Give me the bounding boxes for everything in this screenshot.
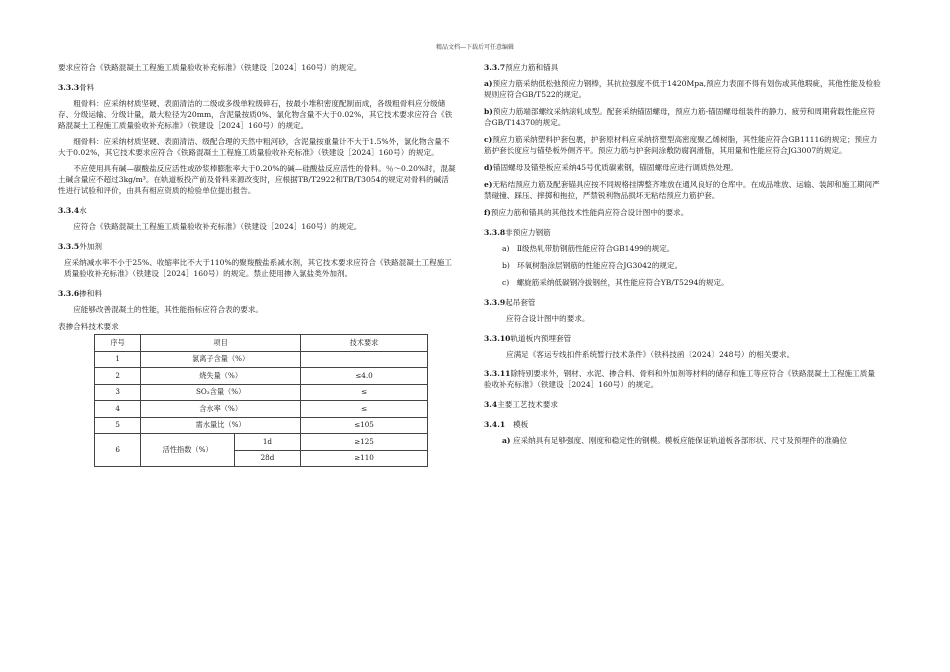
cell-item: SO₃含量（%） bbox=[141, 384, 301, 401]
table-row bbox=[95, 401, 428, 418]
table-row bbox=[95, 351, 428, 368]
section-heading-3-4: 3.4主要工艺技术要求 bbox=[484, 400, 558, 409]
cell-subitem: 1d bbox=[234, 434, 300, 451]
header-requirement: 技术要求 bbox=[300, 335, 427, 352]
cell-no: 3 bbox=[95, 384, 141, 401]
cell-item: 需水量比（%） bbox=[141, 417, 301, 434]
list-item: b)预应力筋端部螺纹采纳滚轧成型。配套采纳锚固螺母，预应力筋-锚固螺母组装件的静力、疲劳和周期荷载性能应符合GB/T14370的规定。 bbox=[484, 107, 876, 127]
section-heading-3-3-7: 3.3.7预应力筋和锚具 bbox=[484, 63, 559, 72]
list-item: c)预应力筋采纳塑料护套包裹，护套原材料应采纳挤塑型高密度聚乙烯树脂，其性能应符合GB11116的规定；预应力筋护套长度应与锚垫板外侧齐平。预应力筋与护套间涂敷防腐润滑脂，其用量和性能应符合JG3007的规定。 bbox=[484, 135, 878, 155]
cell-no: 1 bbox=[95, 351, 141, 368]
cell-item: 含水率（%） bbox=[141, 401, 301, 418]
list-item: a)预应力筋采纳低松弛预应力钢棒，其抗拉强度不低于1420Mpa,预应力表面不得有划伤或其他瑕疵，其他性能及检验规则应符合GB/T522的规定。 bbox=[484, 79, 881, 99]
cell-item: 活性指数（%） bbox=[141, 434, 235, 467]
cell-subitem: 28d bbox=[234, 450, 300, 467]
table-row bbox=[95, 434, 428, 451]
admixture-requirements-table bbox=[94, 334, 428, 467]
list-item: a) 应采纳具有足够强度、刚度和稳定性的钢模。模板应能保证轨道板各部形状、尺寸及预埋件的准确位 bbox=[502, 436, 848, 445]
coarse-aggregate-paragraph: 粗骨料：应采纳材质坚硬、表面清洁的二级或多级单粒级碎石，按最小堆积密度配制而成，各级粗骨料应分级储存、分级运输、分级计量，最大粒径为20mm，含泥量按质0%、氯化物含量不大于0.02%，其它技术要求应符合《铁路混凝土工程施工质量验收补充标准》（铁建设［2024］160号）的规定。 bbox=[58, 99, 453, 130]
cell-requirement bbox=[300, 351, 427, 368]
left-column bbox=[58, 62, 456, 467]
list-item: b) 环氧树脂涂层钢筋的性能应符合JG3042的规定。 bbox=[502, 261, 683, 270]
cell-requirement: ≤ bbox=[300, 401, 427, 418]
section-3-3-11-paragraph: 3.3.11除特别要求外，钢材、水泥、掺合料、骨料和外加剂等材料的储存和施工等应符合《铁路混凝土工程施工质量验收补充标准》（铁建设［2024］160号）的规定。 bbox=[484, 369, 875, 389]
table-caption: 表掺合料技术要求 bbox=[58, 322, 119, 331]
section-heading-3-3-3: 3.3.3骨料 bbox=[58, 83, 95, 92]
section-heading-3-3-5: 3.3.5外加剂 bbox=[58, 242, 102, 251]
table-row bbox=[95, 384, 428, 401]
table-row bbox=[95, 417, 428, 434]
page-header: 精品文档---下载后可任意编辑 bbox=[435, 44, 515, 51]
paragraph: 要求应符合《铁路混凝土工程施工质量验收补充标准》（铁建设［2024］160号）的规定。 bbox=[58, 63, 362, 72]
cell-no: 2 bbox=[95, 368, 141, 385]
cell-no: 4 bbox=[95, 401, 141, 418]
header-item: 项目 bbox=[141, 335, 301, 352]
cell-item: 烧失量（%） bbox=[141, 368, 301, 385]
cell-item: 氯离子含量（%） bbox=[141, 351, 301, 368]
section-heading-3-3-9: 3.3.9起吊套管 bbox=[484, 298, 536, 307]
table-row bbox=[95, 368, 428, 385]
cell-no: 5 bbox=[95, 417, 141, 434]
list-item: c) 螺旋筋采纳低碳钢冷拔钢丝，其性能应符合YB/T5294的规定。 bbox=[502, 278, 729, 287]
list-item: e)无粘结预应力筋及配套锚具应按不同规格挂牌整齐堆放在通风良好的仓库中。在成品堆放、运输、装卸和施工期间严禁碰撞、踩压、摔掷和拖拉，严禁锐利物品损坏无粘结预应力筋护套。 bbox=[484, 180, 880, 200]
water-paragraph: 应符合《铁路混凝土工程施工质量验收补充标准》（铁建设［2024］160号）的规定。 bbox=[73, 222, 362, 231]
cell-requirement: ≤4.0 bbox=[300, 368, 427, 385]
mineral-admixture-paragraph: 应能够改善混凝土的性能，其性能指标应符合表的要求。 bbox=[73, 305, 264, 314]
section-heading-3-3-10: 3.3.10轨道板内预埋套管 bbox=[484, 334, 572, 343]
list-item: d)锚固螺母及锚垫板应采纳45号优质碳素钢，锚固螺母应进行调质热处理。 bbox=[484, 163, 738, 172]
embedded-sleeve-paragraph: 应满足《客运专线扣件系统暂行技术条件》（铁科技函〔2024〕248号）的相关要求。 bbox=[506, 350, 795, 359]
section-heading-3-4-1: 3.4.1 模板 bbox=[484, 420, 529, 429]
alkali-reactivity-paragraph: 不应使用具有碱—碳酸盐反应活性或砂浆棒膨胀率大于0.20%的碱—硅酸盐反应活性的骨料。％～0.20%时，混凝土碱含量应不超过3kg/m³。在轨道板投产前及骨料来源改变时，应根据TB/T2922和TB/T3054的规定对骨料的碱活性进行试验和评价，由具有相应资质的检验单位提出报告。 bbox=[58, 164, 456, 195]
cell-requirement: ≤105 bbox=[300, 417, 427, 434]
section-heading-3-3-4: 3.3.4水 bbox=[58, 206, 87, 215]
admixture-paragraph: 应采纳减水率不小于25%、收缩率比不大于110%的聚羧酸盐系减水剂，其它技术要求应符合《铁路混凝土工程施工质量验收补充标准》（铁建设［2024］160号）的规定。禁止使用掺入氯盐类外加剂。 bbox=[64, 258, 452, 278]
list-item: f)预应力筋和锚具的其他技术性能尚应符合设计图中的要求。 bbox=[484, 208, 689, 217]
section-heading-3-3-8: 3.3.8非预应力钢筋 bbox=[484, 228, 551, 237]
right-column bbox=[484, 62, 882, 452]
fine-aggregate-paragraph: 细骨料：应采纳材质坚硬、表面清洁、级配合理的天然中粗河砂，含泥量按重量计不大于1.5%外，氯化物含量不大于0.02%，其它技术要求应符合《铁路混凝土工程施工质量验收补充标准》（铁建设［2024］160号）的规定。 bbox=[58, 137, 450, 157]
lifting-sleeve-paragraph: 应符合设计图中的要求。 bbox=[506, 314, 590, 323]
cell-requirement: ≥110 bbox=[300, 450, 427, 467]
cell-no: 6 bbox=[95, 434, 141, 467]
table-header-row bbox=[95, 335, 428, 352]
cell-requirement: ≥125 bbox=[300, 434, 427, 451]
cell-requirement: ≤ bbox=[300, 384, 427, 401]
section-heading-3-3-6: 3.3.6掺和料 bbox=[58, 289, 102, 298]
header-no: 序号 bbox=[95, 335, 141, 352]
list-item: a) Ⅱ级热轧带肋钢筋性能应符合GB1499的规定。 bbox=[502, 244, 675, 253]
